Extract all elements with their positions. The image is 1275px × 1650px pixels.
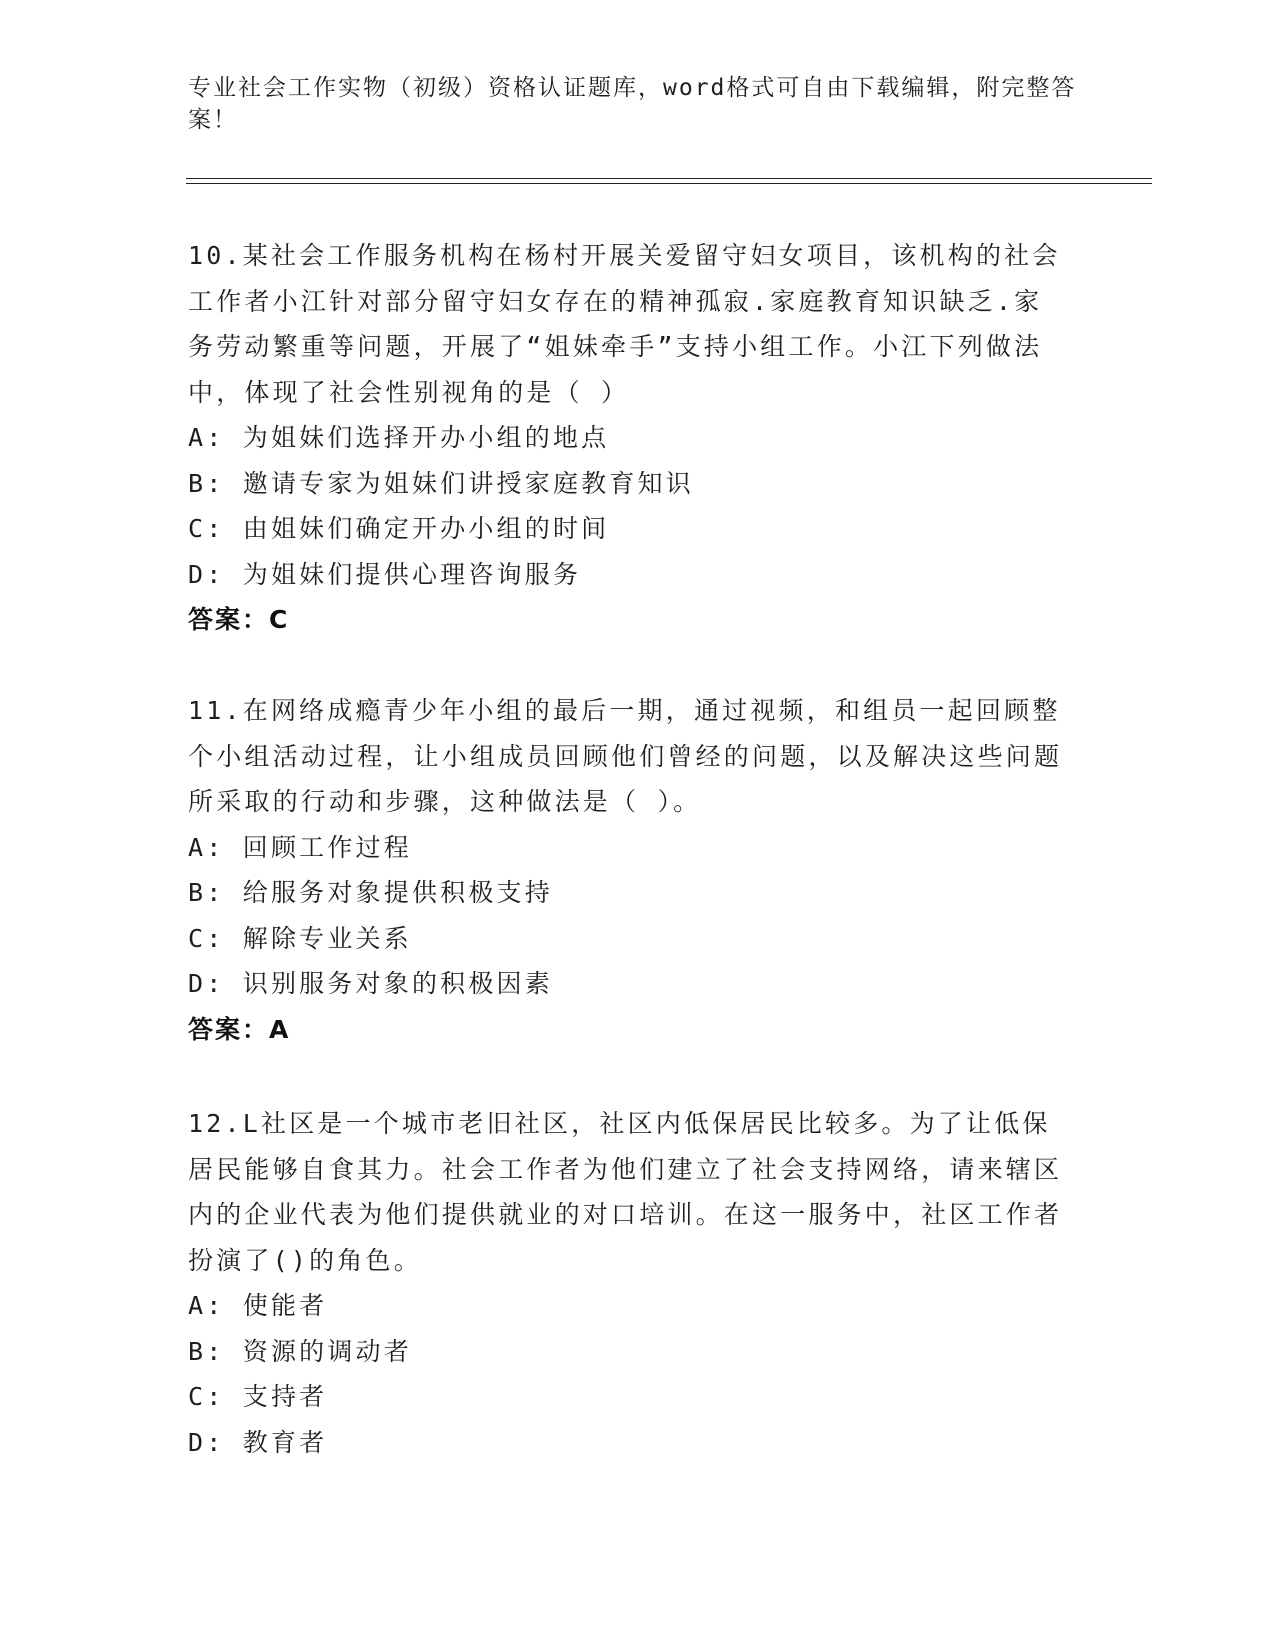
answer: 答案：C [188, 605, 290, 634]
header-description: 专业社会工作实物（初级）资格认证题库，word格式可自由下载编辑，附完整答案！ [188, 75, 1077, 133]
option-a: A: 为姐妹们选择开办小组的地点 [188, 423, 610, 452]
question-10 [188, 233, 1068, 643]
option-a: A: 使能者 [188, 1291, 328, 1320]
option-c: C: 由姐妹们确定开办小组的时间 [188, 514, 610, 543]
question-stem: 10.某社会工作服务机构在杨村开展关爱留守妇女项目，该机构的社会工作者小江针对部分留守妇女存在的精神孤寂.家庭教育知识缺乏.家务劳动繁重等问题，开展了“姐妹牵手”支持小组工作。小江下列做法中，体现了社会性别视角的是（ ） [188, 241, 1061, 407]
header-divider-bottom [186, 183, 1152, 184]
question-12 [188, 1101, 1068, 1465]
option-a: A: 回顾工作过程 [188, 832, 412, 862]
option-b: B: 资源的调动者 [188, 1336, 412, 1366]
question-stem: 11.在网络成瘾青少年小组的最后一期，通过视频，和组员一起回顾整个小组活动过程，让小组成员回顾他们曾经的问题，以及解决这些问题所采取的行动和步骤，这种做法是（ ）。 [188, 696, 1063, 816]
answer: 答案：A [188, 1014, 291, 1044]
option-b: B: 邀请专家为姐妹们讲授家庭教育知识 [188, 468, 694, 498]
header-divider-top [186, 178, 1152, 179]
question-11 [188, 688, 1068, 1052]
question-stem: 12.L社区是一个城市老旧社区，社区内低保居民比较多。为了让低保居民能够自食其力。社会工作者为他们建立了社会支持网络，请来辖区内的企业代表为他们提供就业的对口培训。在这一服务中，社区工作者扮演了()的角色。 [188, 1109, 1063, 1275]
option-c: C: 支持者 [188, 1382, 328, 1411]
option-d: D: 教育者 [188, 1427, 328, 1457]
option-b: B: 给服务对象提供积极支持 [188, 878, 553, 907]
option-d: D: 识别服务对象的积极因素 [188, 969, 553, 998]
option-c: C: 解除专业关系 [188, 923, 412, 953]
option-d: D: 为姐妹们提供心理咨询服务 [188, 559, 582, 589]
